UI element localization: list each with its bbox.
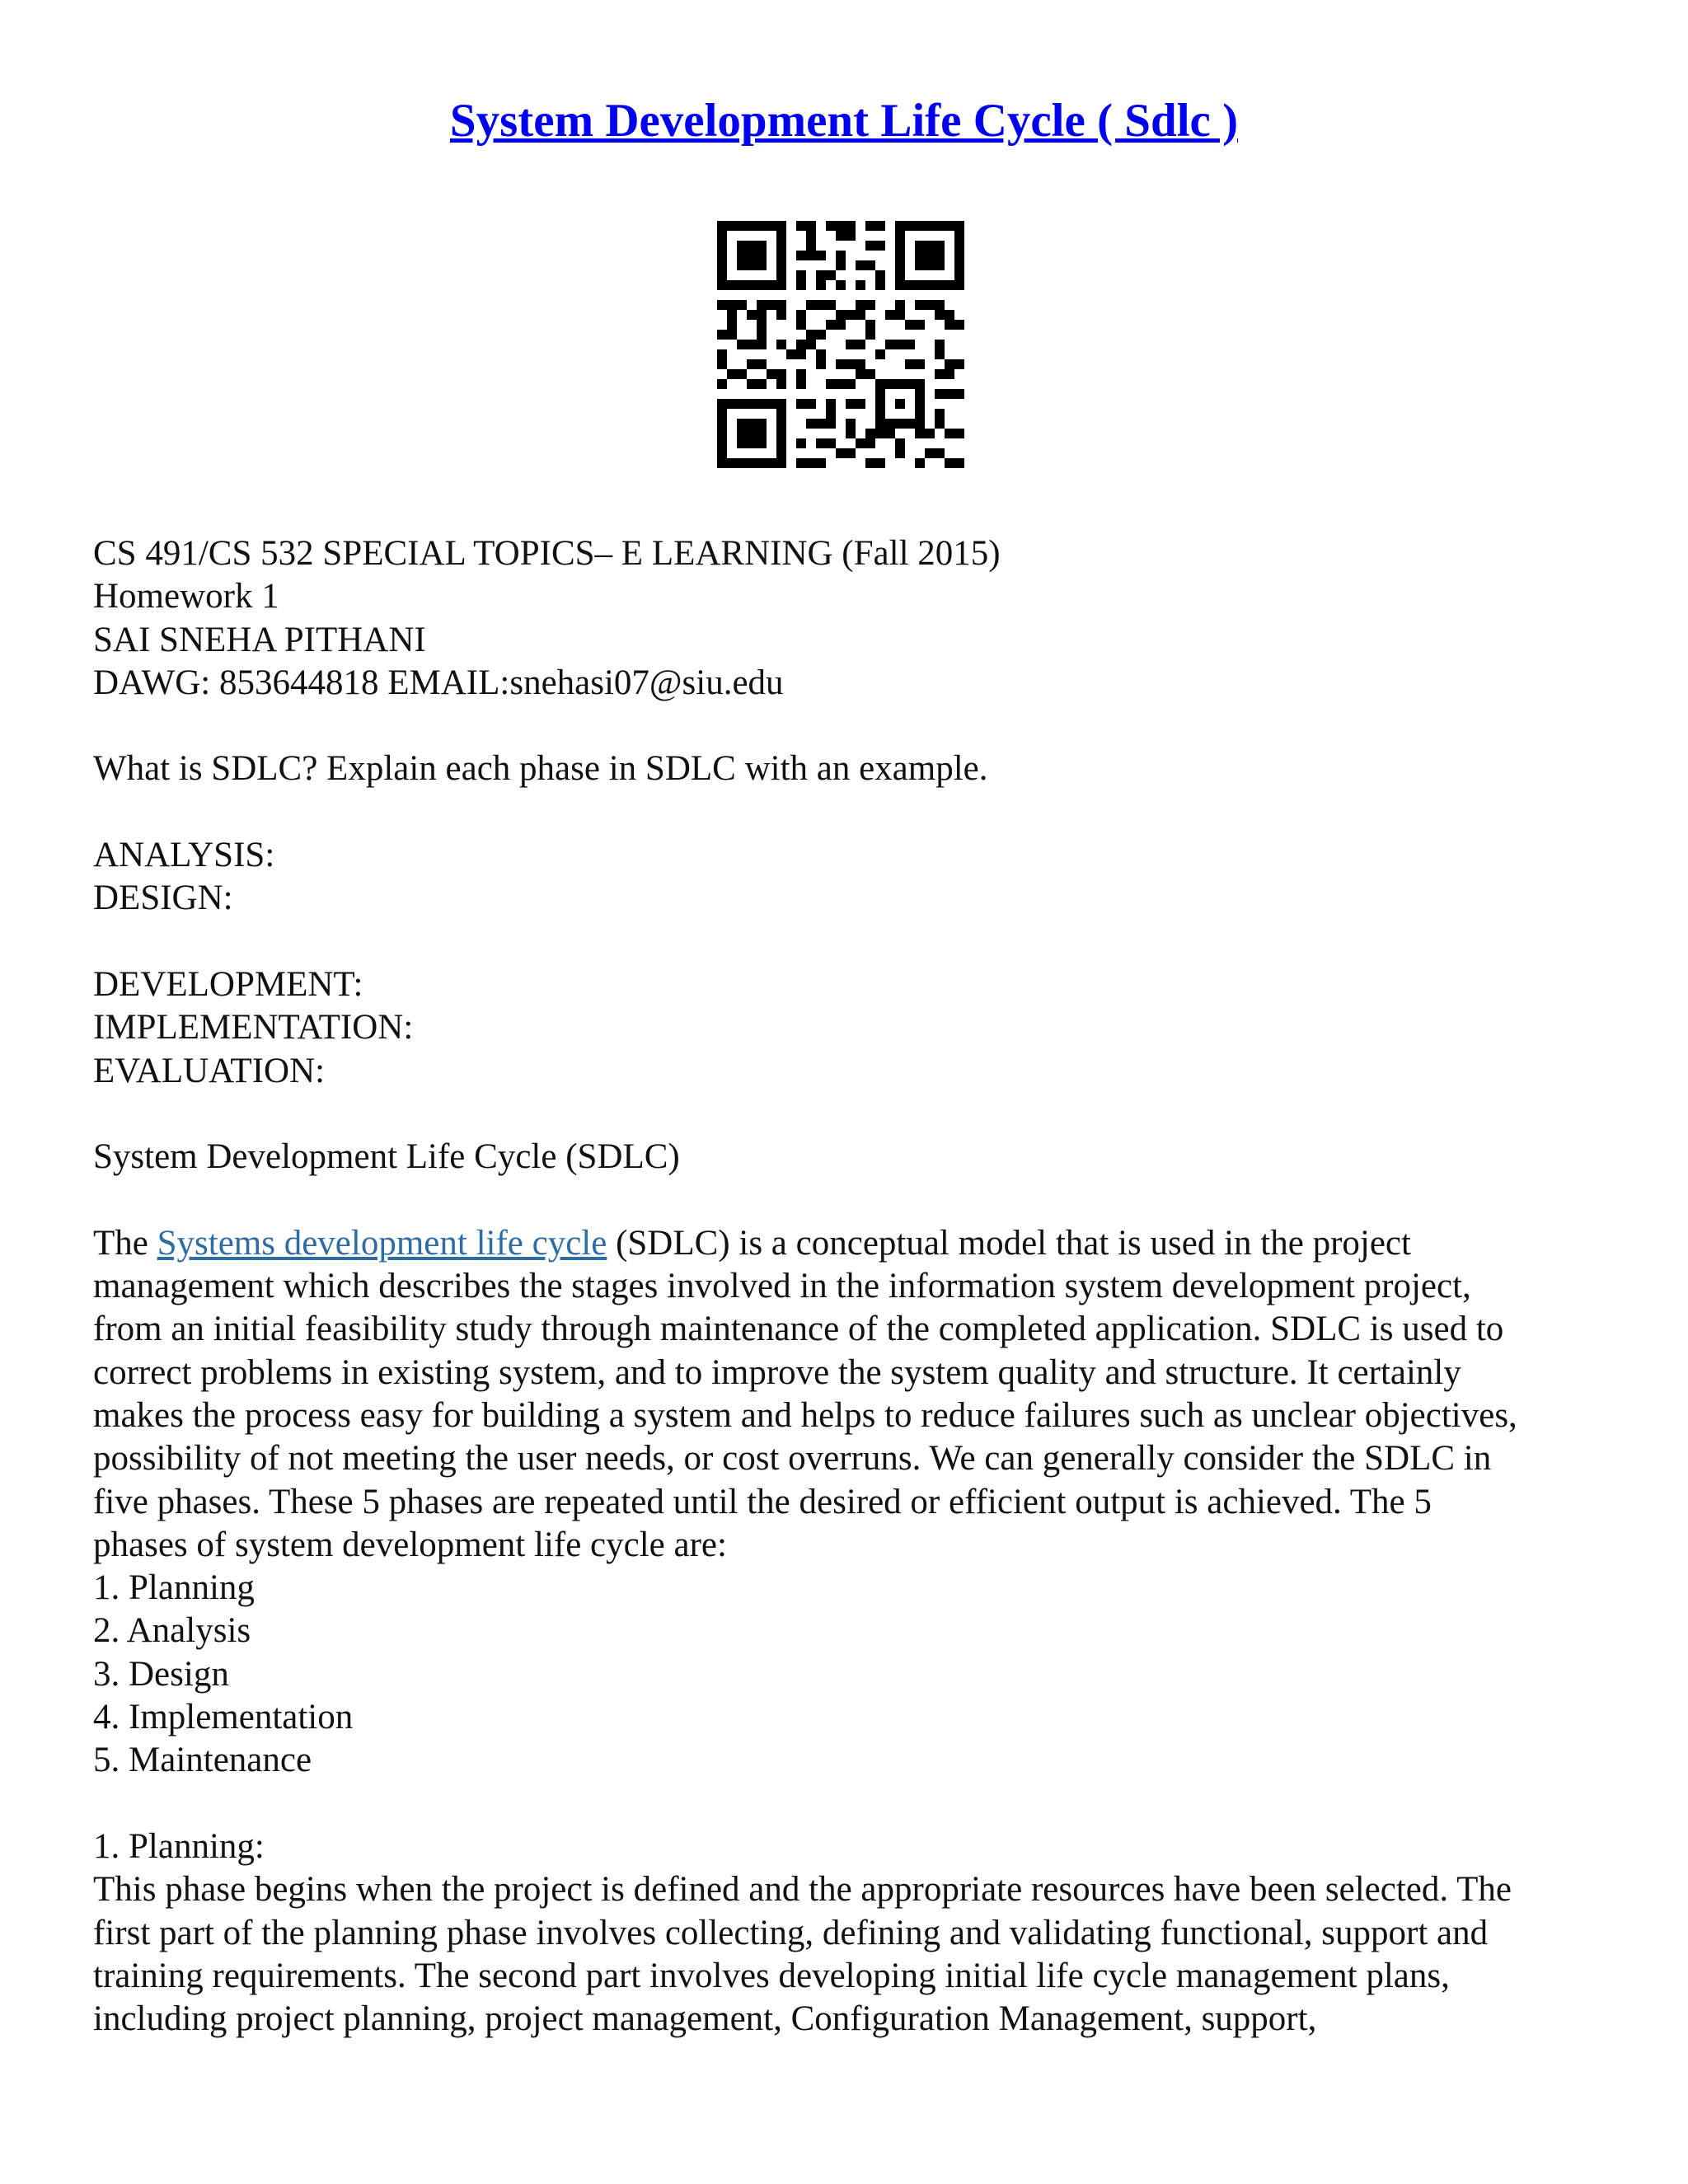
qr-code-icon	[717, 221, 964, 468]
heading-design: DESIGN:	[93, 879, 233, 918]
intro-line: from an initial feasibility study through maintenance of the completed application. SDLC is used to	[93, 1310, 1504, 1349]
planning-line: training requirements. The second part involves developing initial life cycle management plans,	[93, 1956, 1450, 1995]
heading-implementation: IMPLEMENTATION:	[93, 1008, 414, 1047]
document-body	[93, 532, 1601, 2041]
heading-development: DEVELOPMENT:	[93, 964, 363, 1004]
intro-line: makes the process easy for building a system and helps to reduce failures such as unclear objectives,	[93, 1395, 1517, 1435]
intro-line: five phases. These 5 phases are repeated until the desired or efficient output is achieved. The 5	[93, 1482, 1432, 1521]
planning-heading: 1. Planning:	[93, 1826, 265, 1866]
planning-line: including project planning, project management, Configuration Management, support,	[93, 1999, 1317, 2039]
author-name: SAI SNEHA PITHANI	[93, 620, 426, 659]
heading-evaluation: EVALUATION:	[93, 1051, 326, 1090]
sdlc-link[interactable]: Systems development life cycle	[157, 1223, 607, 1263]
assignment-line: Homework 1	[93, 577, 279, 616]
planning-line: first part of the planning phase involves collecting, defining and validating functional, support and	[93, 1913, 1489, 1952]
question: What is SDLC? Explain each phase in SDLC with an example.	[93, 749, 988, 789]
planning-line: This phase begins when the project is defined and the appropriate resources have been selected. The	[93, 1870, 1512, 1910]
intro-line: phases of system development life cycle are:	[93, 1525, 727, 1564]
intro-prefix: The	[93, 1223, 157, 1263]
intro-first-line	[93, 1222, 1601, 1265]
phase-list-item: 1. Planning	[93, 1568, 255, 1608]
intro-line: correct problems in existing system, and to improve the system quality and structure. It certainly	[93, 1352, 1461, 1392]
course-line: CS 491/CS 532 SPECIAL TOPICS– E LEARNING (Fall 2015)	[93, 534, 1001, 573]
intro-suffix: (SDLC) is a conceptual model that is used in the project	[607, 1223, 1411, 1263]
intro-line: possibility of not meeting the user needs, or cost overruns. We can generally consider the SDLC in	[93, 1439, 1492, 1479]
phase-list-item: 4. Implementation	[93, 1698, 354, 1737]
intro-line: management which describes the stages involved in the information system development project,	[93, 1267, 1471, 1306]
section-title: System Development Life Cycle (SDLC)	[93, 1137, 680, 1177]
phase-list-item: 3. Design	[93, 1654, 229, 1694]
phase-list-item: 2. Analysis	[93, 1611, 251, 1651]
heading-analysis: ANALYSIS:	[93, 836, 275, 875]
author-ids: DAWG: 853644818 EMAIL:snehasi07@siu.edu	[93, 663, 784, 702]
phase-list-item: 5. Maintenance	[93, 1741, 312, 1780]
page-title[interactable]: System Development Life Cycle ( Sdlc )	[449, 95, 1239, 147]
